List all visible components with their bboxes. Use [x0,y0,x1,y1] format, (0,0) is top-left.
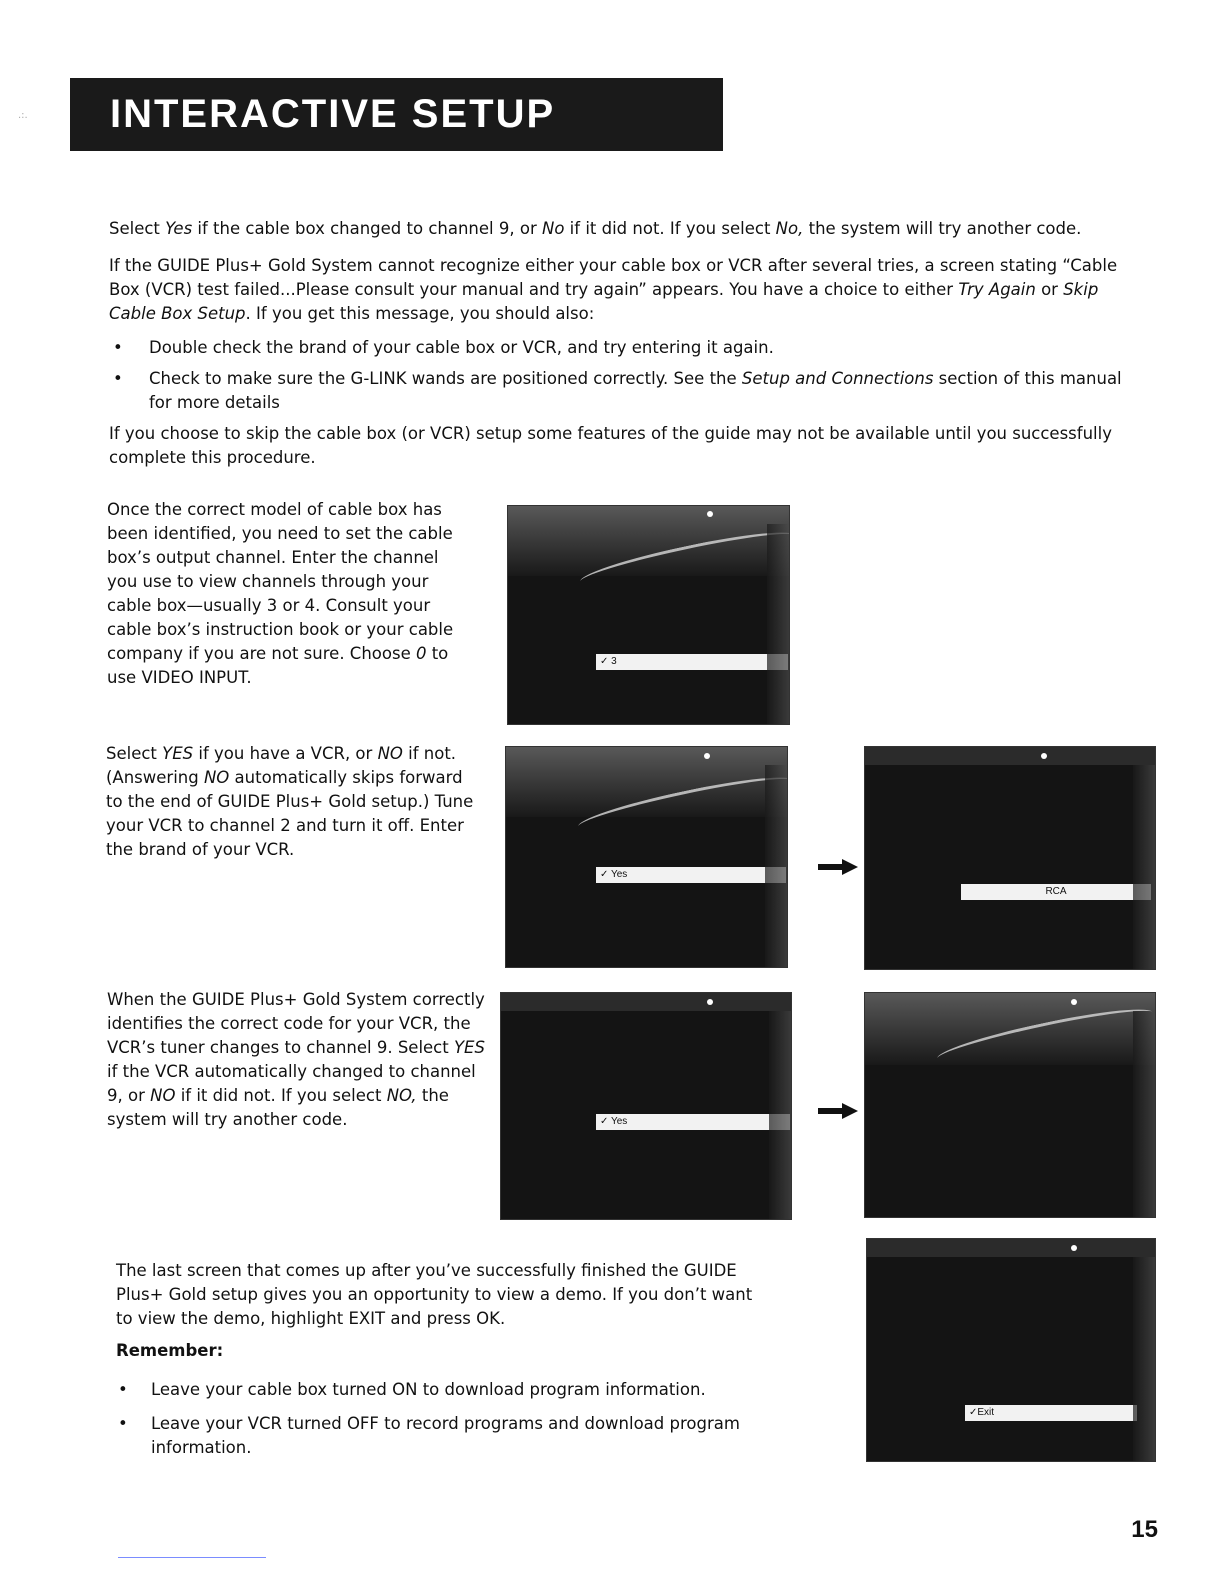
selection-bar: RCA [961,884,1151,900]
tv-screen-vcr-question [505,746,788,968]
selection-bar: ✓Exit [965,1405,1137,1421]
section4-text: The last screen that comes up after you’ve successfully finished the GUIDE Plus+ Gold setup gives you an opportunity to view a demo. If you don’t want to view the demo, highlight EXIT and press OK. [116,1261,753,1328]
section1-text: Once the correct model of cable box has been identified, you need to set the cable box’s output channel. Enter the channel you use to view channels through your cable box—usually 3 or 4. Consult your cable box’s instruction book or your cable company if you are not sure. Choose 0 to use VIDEO INPUT. [107,500,454,687]
tv-screen-channel-9 [864,992,1156,1218]
selection-bar: ✓ 3 [596,654,788,670]
intro-paragraph-3: If you choose to skip the cable box (or VCR) setup some features of the guide may not be available until you successfully complete this procedure. [109,424,1112,467]
scan-mark: .:. [18,110,28,121]
tv-screen-output-channel [507,505,790,725]
remember-heading: Remember: [116,1341,224,1360]
intro-paragraph-2: If the GUIDE Plus+ Gold System cannot recognize either your cable box or VCR after several tries, a screen stating “Cable Box (VCR) test failed...Please consult your manual and try again” appears. You have a choice to either Try Again or Skip Cable Box Setup. If you get this message, you should also: [109,256,1118,323]
tv-screen-vcr-brand [864,746,1156,970]
bullet-icon: • [113,369,123,388]
selection-bar: ✓ Yes [596,1114,790,1130]
selection-bar: ✓ Yes [596,867,786,883]
intro-paragraph-1: Select Yes if the cable box changed to channel 9, or No if it did not. If you select No, the system will try another code. [109,219,1082,238]
tv-screen-vcr-code [500,992,792,1220]
bullet-icon: • [113,338,123,357]
arrow-right-icon [818,1103,858,1119]
bullet-icon: • [118,1380,128,1399]
page-title: INTERACTIVE SETUP [70,78,723,151]
footer-rule [118,1557,266,1558]
tv-screen-exit-demo [866,1238,1156,1462]
bullet-icon: • [118,1414,128,1433]
section3-text: When the GUIDE Plus+ Gold System correctly identifies the correct code for your VCR, the VCR’s tuner changes to channel 9. Select YES if the VCR automatically changed to channel 9, or NO if it did not. If you select NO, the system will try another code. [107,990,485,1129]
arrow-right-icon [818,859,858,875]
section2-text: Select YES if you have a VCR, or NO if not. (Answering NO automatically skips forward to the end of GUIDE Plus+ Gold setup.) Tune your VCR to channel 2 and turn it off. Enter the brand of your VCR. [106,744,474,859]
page-number: 15 [1131,1516,1158,1543]
